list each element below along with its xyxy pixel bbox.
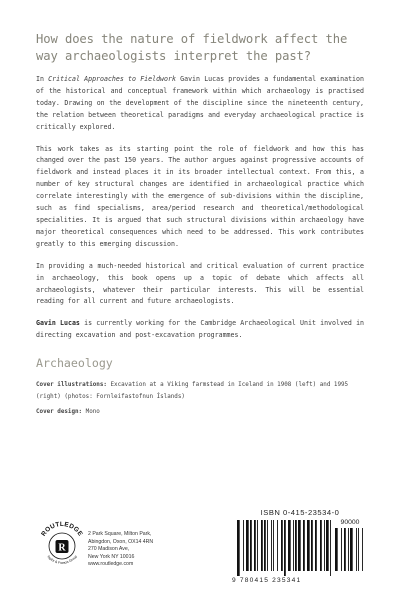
- cover-design-credit: [36, 407, 364, 419]
- logo-subtext: Taylor & Francis Group: [46, 554, 78, 565]
- cover-illustrations-text: Excavation at a Viking farmstead in Iceland in 1908 (left) and 1995 (right) (photos: Fornleifastofnun Íslands): [36, 382, 349, 400]
- svg-text:ROUTLEDGE: [40, 521, 84, 538]
- cover-illustrations-label: Cover illustrations:: [36, 382, 107, 389]
- svg-text:R: R: [58, 542, 66, 554]
- paragraph-prefix: In: [36, 75, 49, 83]
- cover-illustrations-credit: [36, 380, 364, 403]
- cover-design-label: Cover design:: [36, 409, 83, 416]
- cover-text: [36, 31, 364, 423]
- address-line: Abingdon, Oxon, OX14 4RN: [88, 538, 154, 545]
- barcode-block: [232, 508, 368, 584]
- address-line: 270 Madison Ave,: [88, 546, 130, 553]
- addon-number: 90000: [340, 519, 360, 526]
- isbn-number: ISBN 0-415-23534-0: [260, 508, 340, 517]
- svg-text:Taylor & Francis Group: [46, 554, 78, 565]
- author-bio: [36, 318, 364, 342]
- description-paragraph-3: In providing a much-needed historical and critical evaluation of current practice in archaeology, this book opens up a topic of debate which affects all archaeologists, whatever their particular interests. This will be essential reading for all current and future archaeologists.: [36, 261, 364, 306]
- publisher-address: [88, 531, 153, 569]
- publisher-block: [32, 515, 222, 580]
- paragraph-text: Gavin Lucas provides a fundamental examination of the historical and conceptual framework within which archaeology is practised today. Drawing on the development of the discipline since the nineteenth century, the relation between theoretical paradigms and everyday archaeological practice is critically explored.: [36, 75, 364, 131]
- description-paragraph-2: This work takes as its starting point the role of fieldwork and how this has changed over the past 150 years. The author argues against progressive accounts of fieldwork and instead places it in its broader intellectual context. From this, a number of key structural changes are identified in archaeological practice which correlate interestingly with the emergence of sub-divisions within the discipline, such as find specialisms, area/period research and theoretical/methodological specialities. It is argued that such structural divisions within archaeology have major theoretical consequences which need to be addressed. This work contributes greatly to this emerging discussion.: [36, 144, 364, 248]
- description-paragraph-1: [36, 74, 364, 134]
- author-name: Gavin Lucas: [36, 319, 80, 328]
- logo-name: ROUTLEDGE: [40, 520, 84, 538]
- publisher-website: www.routledge.com: [88, 561, 134, 568]
- address-line: 2 Park Square, Milton Park,: [88, 531, 152, 537]
- address-line: New York NY 10016: [88, 553, 135, 560]
- addon-barcode: [335, 528, 365, 576]
- ean-number: 9 780415 235341: [232, 577, 302, 584]
- routledge-logo: [32, 515, 92, 575]
- headline: How does the nature of fieldwork affect the way archaeologists interpret the past?: [36, 32, 348, 63]
- subject-category: Archaeology: [36, 356, 113, 371]
- book-title: Critical Approaches to Fieldwork: [48, 75, 176, 83]
- cover-design-text: Mono: [82, 409, 100, 416]
- ean-barcode: [237, 520, 333, 576]
- author-bio-text: is currently working for the Cambridge Archaeological Unit involved in directing excavation and post-excavation programmes.: [36, 319, 365, 340]
